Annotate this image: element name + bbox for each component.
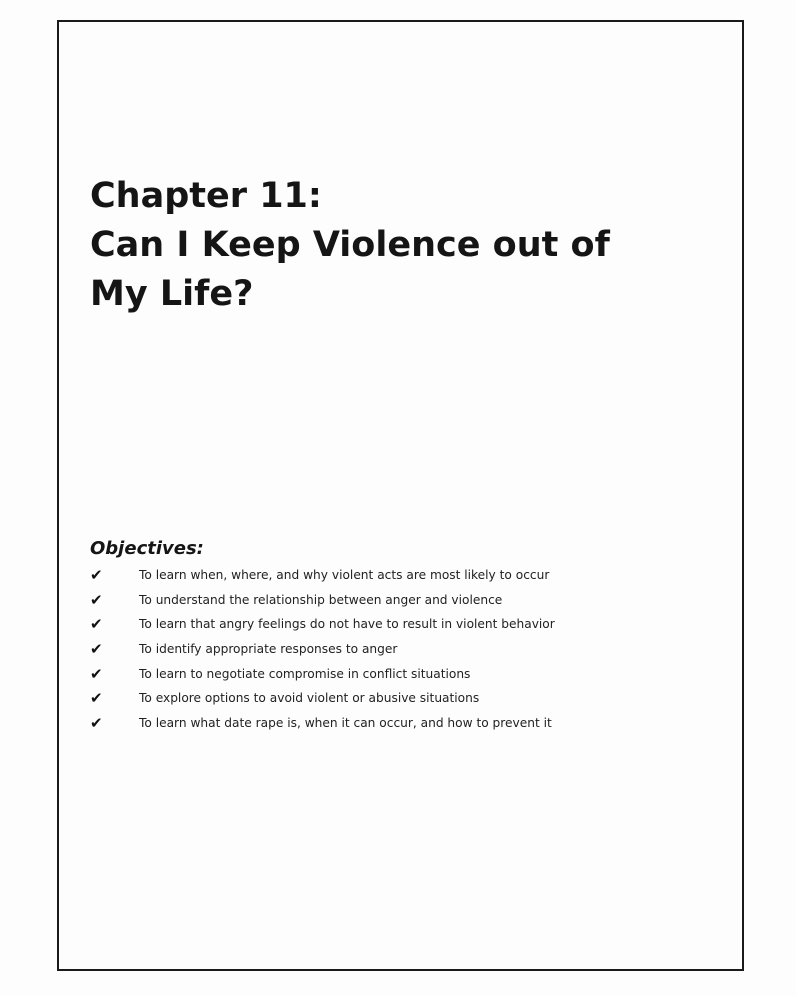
page-border bbox=[57, 20, 744, 971]
objective-text: To learn what date rape is, when it can occur, and how to prevent it bbox=[139, 716, 552, 731]
check-icon: ✔ bbox=[90, 640, 103, 659]
check-icon: ✔ bbox=[90, 590, 103, 609]
objective-text: To learn that angry feelings do not have to result in violent behavior bbox=[139, 617, 555, 632]
chapter-title-line: Can I Keep Violence out of bbox=[90, 225, 610, 265]
objective-text: To learn to negotiate compromise in conflict situations bbox=[139, 666, 471, 681]
objective-text: To understand the relationship between anger and violence bbox=[139, 592, 503, 607]
check-icon: ✔ bbox=[90, 566, 103, 584]
check-icon: ✔ bbox=[90, 689, 103, 708]
check-icon: ✔ bbox=[90, 664, 103, 683]
objective-text: To explore options to avoid violent or abusive situations bbox=[139, 691, 480, 706]
objective-text: To identify appropriate responses to anger bbox=[139, 642, 398, 657]
chapter-title-line: Chapter 11: bbox=[90, 176, 322, 216]
check-icon: ✔ bbox=[90, 714, 103, 733]
check-icon: ✔ bbox=[90, 615, 103, 634]
chapter-title-line: My Life? bbox=[90, 274, 254, 314]
chapter-title bbox=[90, 172, 690, 319]
objectives-heading: Objectives: bbox=[90, 538, 204, 559]
objective-text: To learn when, where, and why violent acts are most likely to occur bbox=[139, 568, 550, 582]
